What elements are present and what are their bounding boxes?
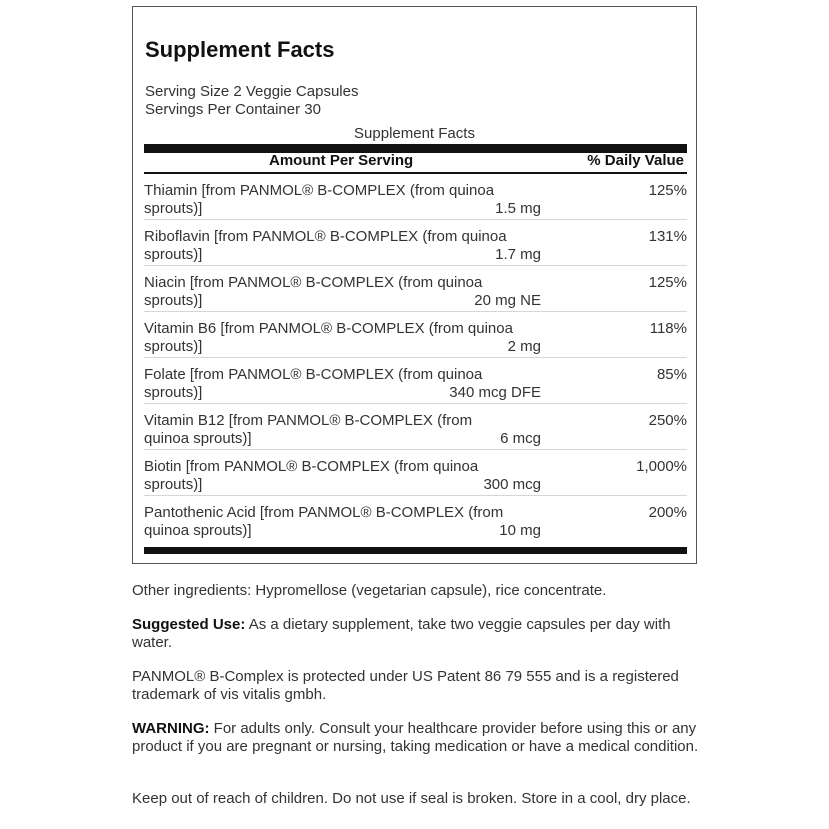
suggested-use-label: Suggested Use:	[132, 616, 246, 633]
nutrient-name: Vitamin B6 [from PANMOL® B-COMPLEX (from quinoa sprouts)]	[144, 320, 513, 355]
nutrient-amount: 300 mcg	[483, 476, 541, 493]
header-amount: Amount Per Serving	[269, 152, 414, 169]
table-caption: Supplement Facts	[354, 125, 475, 142]
nutrient-list	[144, 174, 687, 542]
serving-size: Serving Size 2 Veggie Capsules	[145, 83, 359, 100]
warning	[132, 720, 702, 756]
nutrient-amount: 20 mg NE	[474, 292, 541, 309]
nutrient-amount: 1.7 mg	[495, 246, 541, 263]
suggested-use-text: As a dietary supplement, take two veggie capsules per day with water.	[132, 616, 671, 651]
table-row	[144, 450, 687, 496]
serving-info	[145, 83, 358, 119]
nutrient-daily-value: 250%	[648, 412, 687, 429]
nutrient-name: Biotin [from PANMOL® B-COMPLEX (from quinoa sprouts)]	[144, 458, 479, 493]
table-row	[144, 496, 687, 542]
nutrient-name: Niacin [from PANMOL® B-COMPLEX (from quinoa sprouts)]	[144, 274, 483, 309]
table-row	[144, 312, 687, 358]
table-row	[144, 358, 687, 404]
table-row	[144, 174, 687, 220]
patent-notice: PANMOL® B-Complex is protected under US Patent 86 79 555 and is a registered trademark of vis vitalis gmbh.	[132, 668, 679, 703]
bottom-rule	[144, 547, 687, 554]
other-ingredients: Other ingredients: Hypromellose (vegetarian capsule), rice concentrate.	[132, 582, 607, 599]
panel-title: Supplement Facts	[145, 37, 335, 62]
nutrient-amount: 10 mg	[499, 522, 541, 539]
warning-text: For adults only. Consult your healthcare provider before using this or any product if you are pregnant or nursing, taking medication or have a medical condition.	[132, 720, 699, 755]
nutrient-name: Pantothenic Acid [from PANMOL® B-COMPLEX (from quinoa sprouts)]	[144, 504, 504, 539]
servings-per-container: Servings Per Container 30	[145, 101, 321, 118]
nutrient-name: Folate [from PANMOL® B-COMPLEX (from quinoa sprouts)]	[144, 366, 483, 401]
nutrient-daily-value: 85%	[656, 366, 687, 383]
nutrient-daily-value: 1,000%	[636, 458, 687, 475]
header-daily-value: % Daily Value	[587, 152, 684, 169]
nutrient-amount: 1.5 mg	[495, 200, 541, 217]
nutrient-daily-value: 131%	[648, 228, 687, 245]
nutrient-name: Riboflavin [from PANMOL® B-COMPLEX (from quinoa sprouts)]	[144, 228, 507, 263]
nutrient-name: Vitamin B12 [from PANMOL® B-COMPLEX (from quinoa sprouts)]	[144, 412, 473, 447]
table-row	[144, 266, 687, 312]
suggested-use	[132, 616, 702, 652]
nutrient-amount: 340 mcg DFE	[449, 384, 541, 401]
supplement-facts-panel	[132, 6, 697, 564]
warning-label: WARNING:	[132, 720, 210, 737]
nutrient-daily-value: 125%	[648, 182, 687, 199]
table-row	[144, 404, 687, 450]
nutrient-name: Thiamin [from PANMOL® B-COMPLEX (from quinoa sprouts)]	[144, 182, 495, 217]
nutrient-amount: 6 mcg	[500, 430, 541, 447]
storage-notice: Keep out of reach of children. Do not use if seal is broken. Store in a cool, dry place.	[132, 790, 691, 807]
table-row	[144, 220, 687, 266]
nutrient-daily-value: 125%	[648, 274, 687, 291]
nutrient-daily-value: 200%	[648, 504, 687, 521]
nutrient-daily-value: 118%	[649, 320, 687, 337]
nutrient-amount: 2 mg	[507, 338, 541, 355]
